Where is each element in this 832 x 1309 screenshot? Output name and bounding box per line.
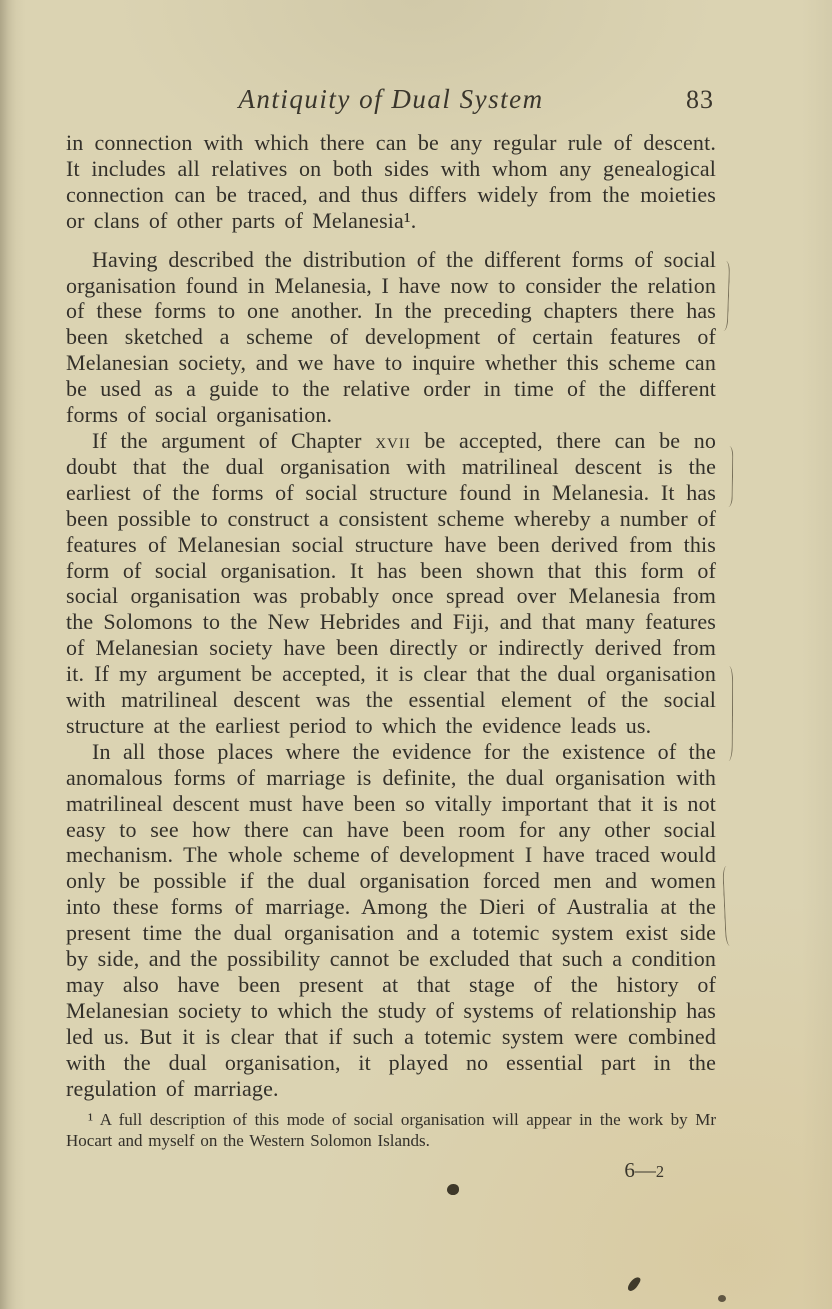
page-body xyxy=(66,130,716,1102)
paragraph-1: in connection with which there can be any regular rule of descent. It includes all relatives on both sides with whom any genealogical connection can be traced, and thus differs widely from the moieties or clans of other parts of Melanesia¹. xyxy=(66,130,716,233)
text-segment: be accepted, there can be no doubt that the dual organisation with matrilineal descent is the earliest of the forms of social structure found in Melanesia. It has been possible to construct a consistent scheme whereby a number of features of Melanesian social structure have been derived from this form of social organisation. It has been shown that this form of social organisation was probably once spread over Melanesia from the Solomons to the New Hebrides and Fiji, and that many features of Melanesian society have been directly or indirectly derived from it. If my argument be accepted, it is clear that the dual organisation with matrilineal descent was the essential element of the social structure at the earliest period to which the evidence leads us. xyxy=(66,427,716,738)
margin-pencil-mark-1 xyxy=(722,261,730,331)
margin-pencil-mark-3 xyxy=(727,666,733,761)
signature-dash: — xyxy=(634,1157,656,1182)
text-block xyxy=(66,84,716,1183)
printers-signature xyxy=(66,1158,716,1183)
running-title: Antiquity of Dual System xyxy=(238,84,544,114)
paragraph-4: In all those places where the evidence for the existence of the anomalous forms of marriage is definite, the dual organisation with matrilineal descent must have been so vitally important that it is not easy to see how there can have been room for any other social mechanism. The whole scheme of development I have traced would only be possible if the dual organisation forced men and women into these forms of marriage. Among the Dieri of Australia at the present time the dual organisation and a totemic system exist side by side, and the possibility cannot be excluded that such a condition may also have been present at that stage of the history of Melanesian society to which the study of systems of relationship has led us. But it is clear that if such a totemic system were combined with the dual organisation, it played no essential part in the regulation of marriage. xyxy=(66,738,716,1101)
footnote-text: ¹ A full description of this mode of social organisation will appear in the work by Mr Hocart and myself on the Western Solomon Islands. xyxy=(66,1109,716,1151)
margin-pencil-mark-2 xyxy=(727,446,734,507)
paragraph-3 xyxy=(66,428,716,739)
chapter-numeral: xvii xyxy=(375,427,411,453)
paragraph-2: Having described the distribution of the different forms of social organisation found in Melanesia, I have now to consider the relation of these forms to one another. In the preceding chapters there has been sketched a scheme of development of certain features of Melanesian society, and we have to inquire whether this scheme can be used as a guide to the relative order in time of the different forms of social organisation. xyxy=(66,246,716,428)
footnote xyxy=(66,1109,716,1152)
text-segment: If the argument of Chapter xyxy=(92,427,376,453)
ink-speck-2 xyxy=(718,1295,726,1302)
ink-blot xyxy=(447,1184,459,1195)
signature-number: 6 xyxy=(624,1157,635,1182)
ink-speck-1 xyxy=(626,1275,641,1293)
running-header xyxy=(66,84,716,130)
margin-pencil-mark-4 xyxy=(722,866,731,946)
page-number: 83 xyxy=(686,85,714,114)
signature-number-small: 2 xyxy=(655,1161,664,1181)
